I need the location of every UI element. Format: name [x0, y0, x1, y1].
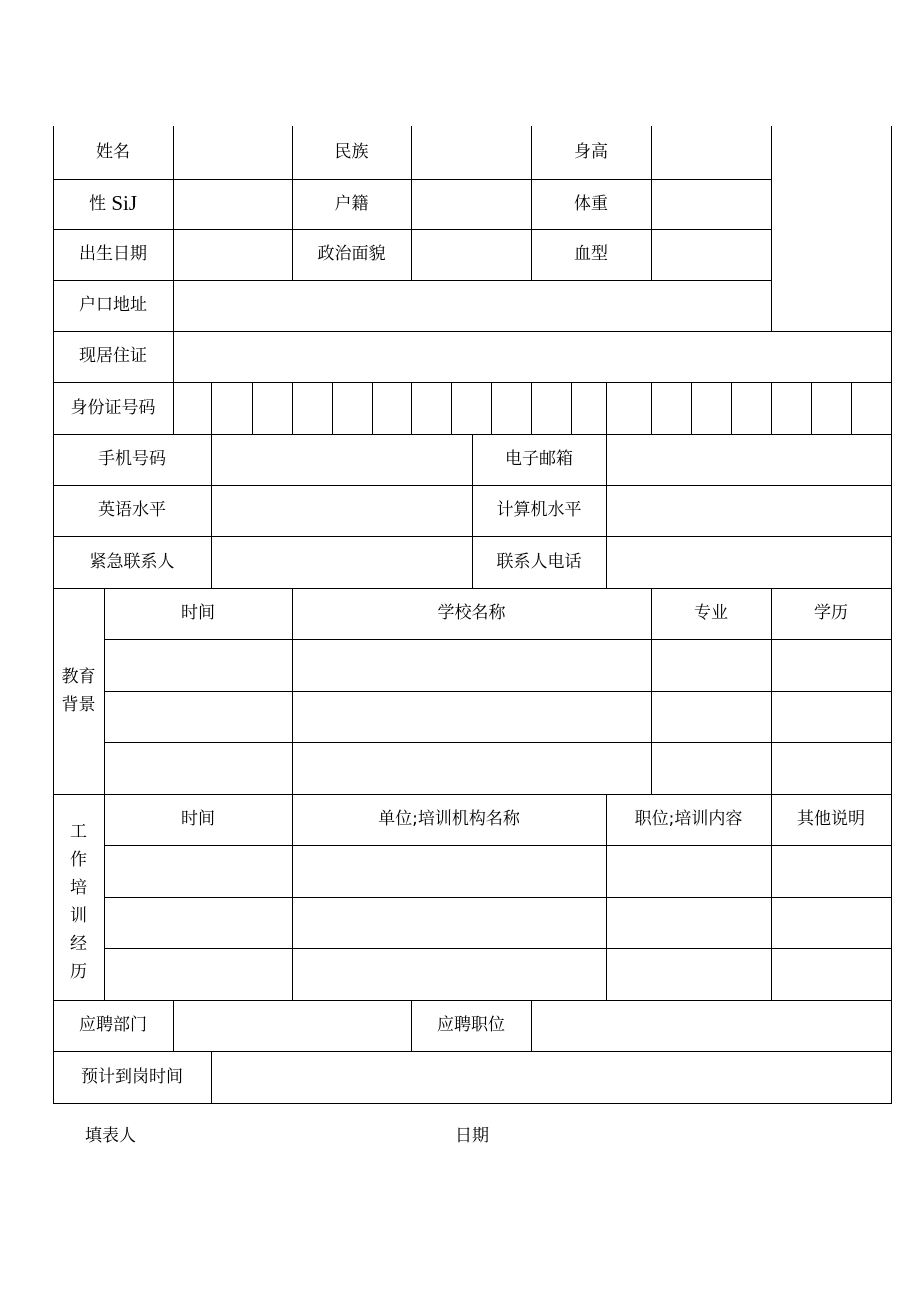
input-arrival-time[interactable]	[212, 1051, 891, 1103]
label-department: 应聘部门	[79, 1015, 147, 1036]
grid-line	[691, 382, 692, 434]
grid-line	[651, 382, 652, 434]
input-gender[interactable]	[174, 179, 292, 229]
edu-header-time: 时间	[181, 603, 215, 624]
label-work-char: 作	[70, 850, 87, 870]
label-name: 姓名	[96, 142, 130, 163]
input-weight[interactable]	[652, 179, 771, 229]
label-current-residence: 现居住证	[79, 346, 147, 367]
label-work-experience	[53, 794, 104, 1000]
grid-line	[851, 382, 852, 434]
input-contact-phone[interactable]	[607, 536, 891, 588]
input-position[interactable]	[532, 1000, 891, 1051]
input-mobile[interactable]	[212, 434, 472, 485]
grid-line	[292, 382, 293, 434]
label-work-char: 培	[70, 878, 87, 898]
grid-line	[252, 382, 253, 434]
label-education	[53, 588, 104, 794]
grid-line	[451, 382, 452, 434]
edu-header-major: 专业	[694, 603, 728, 624]
grid-line	[811, 382, 812, 434]
photo-area[interactable]	[772, 126, 891, 331]
grid-line	[104, 639, 892, 640]
work-header-position: 职位;培训内容	[634, 809, 743, 830]
work-header-organization: 单位;培训机构名称	[378, 809, 520, 830]
grid-line	[372, 382, 373, 434]
input-hukou-address[interactable]	[174, 280, 771, 331]
label-ethnicity: 民族	[334, 142, 369, 163]
label-english: 英语水平	[98, 500, 166, 521]
label-domicile: 户籍	[334, 193, 369, 214]
grid-line	[731, 382, 732, 434]
input-birthdate[interactable]	[174, 229, 292, 280]
label-position: 应聘职位	[437, 1015, 505, 1036]
work-header-time: 时间	[181, 809, 215, 830]
grid-line	[891, 126, 892, 1104]
label-gender-latin: SiJ	[111, 191, 138, 216]
label-id-number: 身份证号码	[70, 397, 156, 418]
input-email[interactable]	[607, 434, 891, 485]
grid-line	[606, 382, 607, 434]
input-height[interactable]	[652, 126, 771, 179]
grid-line	[211, 382, 212, 434]
label-computer: 计算机水平	[496, 500, 582, 521]
input-current-residence[interactable]	[174, 331, 891, 382]
grid-line	[491, 382, 492, 434]
label-hukou-address: 户口地址	[79, 295, 147, 316]
footer-filler: 填表人	[85, 1126, 136, 1146]
grid-line	[531, 382, 532, 434]
label-height: 身高	[574, 142, 608, 163]
grid-line	[571, 382, 572, 434]
label-blood: 血型	[574, 244, 608, 265]
input-computer[interactable]	[607, 485, 891, 536]
input-english[interactable]	[212, 485, 472, 536]
grid-line	[173, 382, 174, 434]
grid-line	[53, 1103, 892, 1104]
label-contact-phone: 联系人电话	[496, 551, 582, 572]
grid-line	[53, 382, 892, 383]
grid-line	[104, 948, 892, 949]
grid-line	[771, 382, 772, 434]
edu-header-school: 学校名称	[437, 603, 506, 624]
label-work-char: 历	[70, 962, 87, 982]
grid-line	[104, 897, 892, 898]
label-weight: 体重	[574, 193, 608, 214]
input-domicile[interactable]	[412, 179, 531, 229]
label-birthdate: 出生日期	[79, 244, 147, 265]
label-mobile: 手机号码	[98, 449, 166, 470]
input-name[interactable]	[174, 126, 292, 179]
label-emergency-contact: 紧急联系人	[89, 551, 175, 572]
grid-line	[104, 742, 892, 743]
label-education-line1: 教育	[61, 667, 96, 687]
work-header-notes: 其他说明	[797, 809, 865, 830]
label-gender-cn: 性	[88, 193, 106, 214]
edu-header-degree: 学历	[814, 603, 848, 624]
input-department[interactable]	[174, 1000, 411, 1051]
label-education-line2: 背景	[61, 695, 96, 715]
label-gender	[53, 179, 173, 229]
input-emergency-contact[interactable]	[212, 536, 472, 588]
grid-line	[104, 845, 892, 846]
label-work-char: 工	[70, 822, 87, 842]
label-political: 政治面貌	[317, 244, 386, 265]
footer-date: 日期	[455, 1126, 489, 1146]
label-work-char: 经	[70, 934, 87, 954]
label-work-char: 训	[70, 906, 87, 926]
input-blood[interactable]	[652, 229, 771, 280]
label-arrival-time: 预计到岗时间	[81, 1066, 183, 1087]
grid-line	[104, 691, 892, 692]
grid-line	[332, 382, 333, 434]
grid-line	[411, 382, 412, 434]
input-political[interactable]	[412, 229, 531, 280]
label-email: 电子邮箱	[505, 449, 573, 470]
input-ethnicity[interactable]	[412, 126, 531, 179]
